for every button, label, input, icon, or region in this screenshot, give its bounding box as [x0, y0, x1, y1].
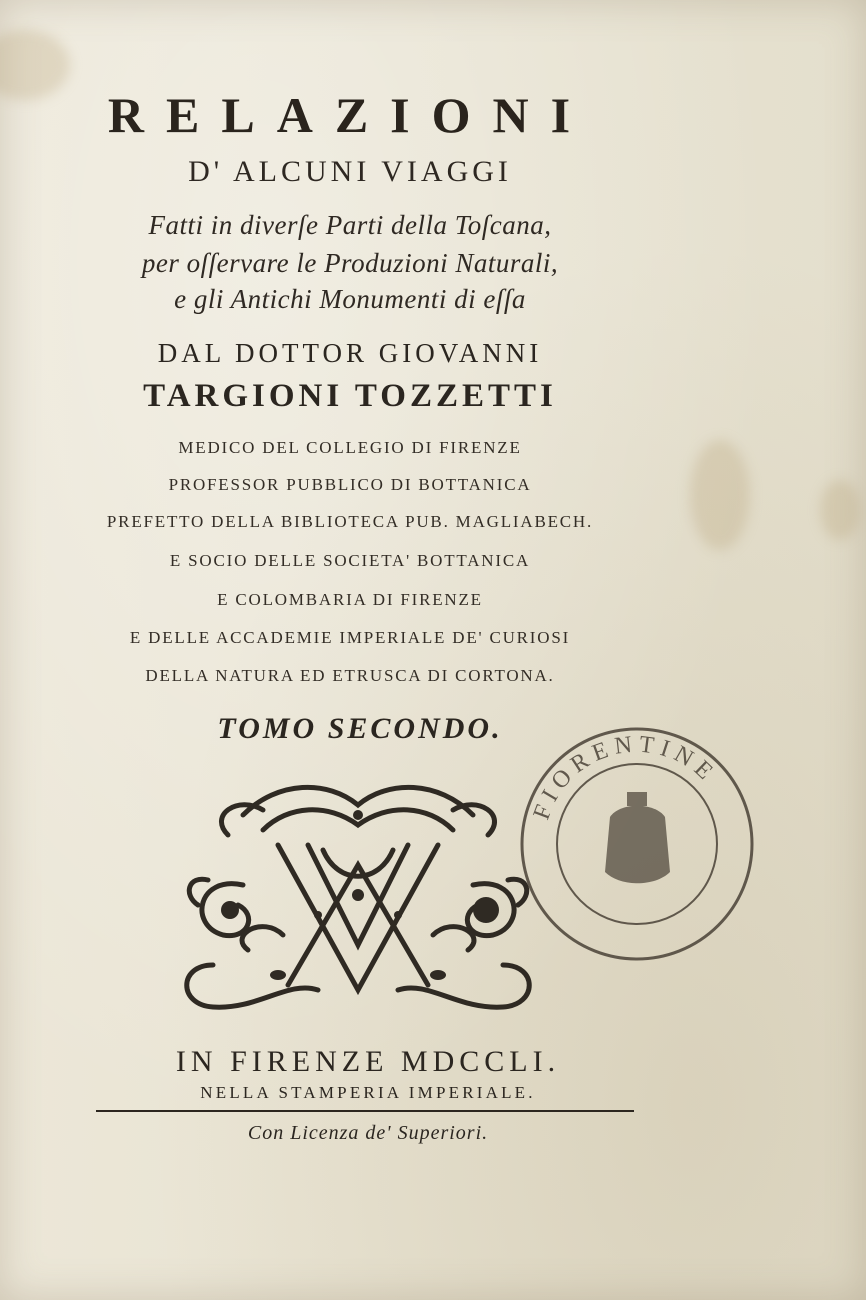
imprint-printer: NELLA STAMPERIA IMPERIALE. — [200, 1083, 536, 1102]
author-line-1: DAL DOTTOR GIOVANNI — [157, 338, 543, 368]
library-stamp-icon — [515, 722, 760, 967]
credential-line: E SOCIO DELLE SOCIETA' BOTTANICA — [169, 551, 531, 570]
description-line-3: e gli Antichi Monumenti di eſſa — [174, 284, 526, 314]
book-title: RELAZIONI — [107, 87, 593, 143]
book-subtitle: D' ALCUNI VIAGGI — [188, 155, 512, 188]
paper-stain — [820, 480, 860, 540]
credential-line: MEDICO DEL COLLEGIO DI FIRENZE — [178, 438, 522, 457]
divider-rule — [96, 1110, 634, 1112]
description-line-1: Fatti in diverſe Parti della Toſcana, — [148, 210, 552, 240]
imprint-place-year: IN FIRENZE MDCCLI. — [175, 1045, 561, 1078]
description-line-2: per oſſervare le Produzioni Naturali, — [141, 248, 559, 278]
stamp-text: FIORENTINE — [528, 731, 722, 824]
credential-line: PREFETTO DELLA BIBLIOTECA PUB. MAGLIABECH. — [106, 512, 594, 531]
author-name: TARGIONI TOZZETTI — [143, 378, 557, 414]
printers-ornament-icon — [168, 775, 548, 1020]
imprint-license: Con Licenza de' Superiori. — [247, 1122, 489, 1144]
credential-line: DELLA NATURA ED ETRUSCA DI CORTONA. — [145, 666, 555, 685]
credential-line: E DELLE ACCADEMIE IMPERIALE DE' CURIOSI — [129, 628, 571, 647]
credential-line: E COLOMBARIA DI FIRENZE — [217, 590, 483, 609]
volume-label: TOMO SECONDO. — [217, 712, 503, 745]
credential-line: PROFESSOR PUBBLICO DI BOTTANICA — [168, 475, 532, 494]
